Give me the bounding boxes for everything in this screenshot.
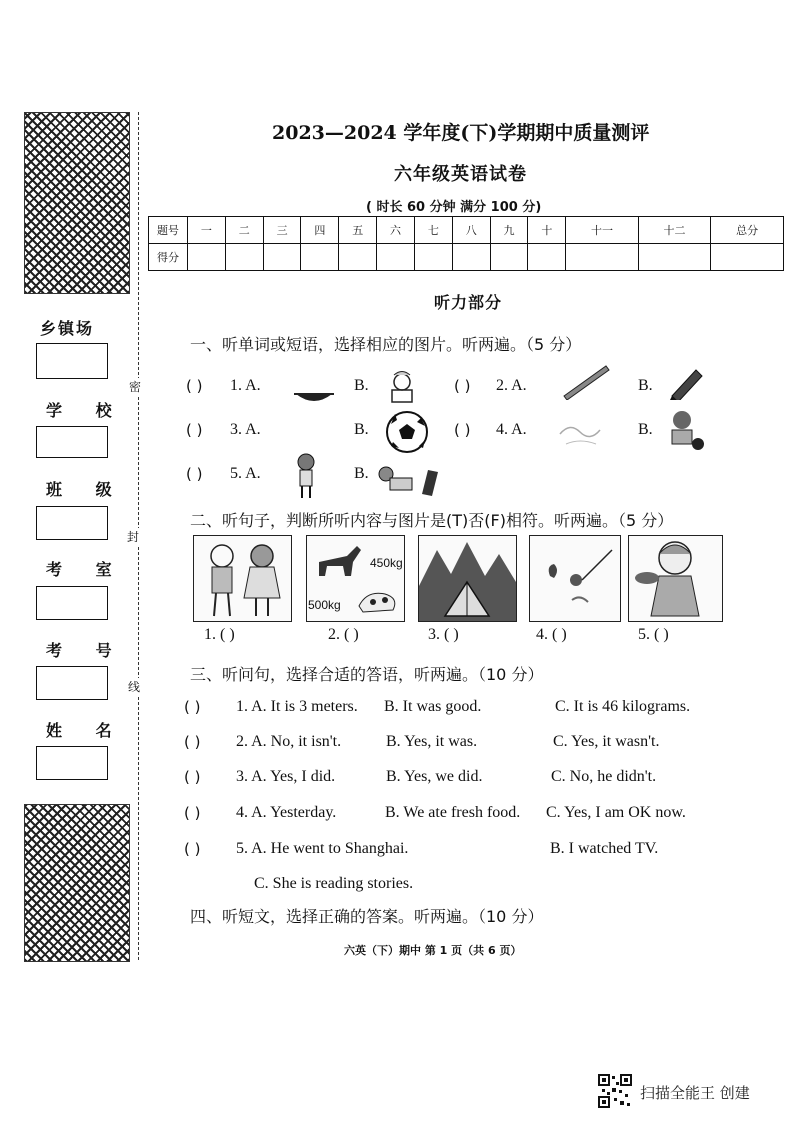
tf-answer-1[interactable]: 1. ( ) (204, 626, 235, 643)
township-field[interactable] (36, 343, 108, 379)
score-cell[interactable] (301, 244, 339, 271)
score-cell[interactable] (377, 244, 415, 271)
page-footer: 六英（下）期中 第 1 页（共 6 页） (344, 944, 522, 957)
question-number: 5. A. (230, 465, 261, 482)
question-number: 3. A. (230, 421, 261, 438)
label-500kg: 500kg (308, 598, 341, 612)
option-a: 5. A. He went to Shanghai. (236, 840, 409, 857)
question-number: 4. A. (496, 421, 527, 438)
tf-answer-2[interactable]: 2. ( ) (328, 626, 359, 643)
listening-heading: 听力部分 (434, 293, 503, 312)
option-c: C. It is 46 kilograms. (555, 698, 691, 715)
score-column-header: 十 (528, 217, 566, 244)
side-label-township: 乡镇场 (40, 319, 95, 338)
class-field[interactable] (36, 506, 108, 540)
score-cell[interactable] (452, 244, 490, 271)
option-c: C. No, he didn't. (551, 768, 657, 785)
answer-paren[interactable]: ( ) (454, 377, 471, 395)
option-a: 1. A. It is 3 meters. (236, 698, 358, 715)
question-number: 1. A. (230, 377, 261, 394)
side-label-school: 学 校 (46, 401, 126, 420)
page-title: 2023—2024 学年度(下)学期期中质量测评 (272, 122, 650, 144)
option-c: C. Yes, it wasn't. (553, 733, 660, 750)
score-table-score-row (149, 244, 784, 271)
score-cell[interactable] (490, 244, 528, 271)
tf-answer-5[interactable]: 5. ( ) (638, 626, 669, 643)
children-playing-picture (662, 408, 708, 454)
decorative-pattern-bottom (24, 804, 130, 962)
answer-paren[interactable]: ( ) (186, 377, 203, 395)
football-picture (385, 410, 429, 454)
option-b-label: B. (638, 377, 653, 394)
option-b: B. It was good. (384, 698, 482, 715)
score-cell[interactable] (638, 244, 711, 271)
option-b: B. I watched TV. (550, 840, 659, 857)
score-cell[interactable] (339, 244, 377, 271)
score-column-header: 七 (414, 217, 452, 244)
score-column-header: 四 (301, 217, 339, 244)
section3-title: 三、听问句，选择合适的答语，听两遍。（10 分） (190, 665, 544, 684)
score-cell[interactable] (263, 244, 301, 271)
option-b: B. Yes, we did. (386, 768, 483, 785)
option-a: 4. A. Yesterday. (236, 804, 337, 821)
qr-code-icon (598, 1074, 632, 1108)
option-a: 2. A. No, it isn't. (236, 733, 342, 750)
score-cell[interactable] (566, 244, 639, 271)
score-table (148, 216, 784, 271)
chef-picture (384, 368, 420, 404)
score-column-header: 十二 (638, 217, 711, 244)
tf-answer-4[interactable]: 4. ( ) (536, 626, 567, 643)
ruler-picture (560, 360, 610, 400)
answer-paren[interactable]: ( ) (184, 804, 201, 822)
answer-paren[interactable]: ( ) (454, 421, 471, 439)
score-column-header: 六 (377, 217, 415, 244)
side-label-exam-number: 考 号 (46, 641, 126, 660)
seal-char-xian: 线 (128, 680, 141, 694)
score-cell[interactable] (188, 244, 226, 271)
exam-room-field[interactable] (36, 586, 108, 620)
score-column-header: 八 (452, 217, 490, 244)
exam-meta: ( 时长 60 分钟 满分 100 分) (366, 200, 542, 215)
score-cell[interactable] (528, 244, 566, 271)
option-c: C. She is reading stories. (254, 875, 414, 892)
option-b: B. Yes, it was. (386, 733, 478, 750)
section4-title: 四、听短文，选择正确的答案。听两遍。（10 分） (190, 907, 544, 926)
option-b: B. We ate fresh food. (385, 804, 521, 821)
name-field[interactable] (36, 746, 108, 780)
picture-fishing (529, 535, 621, 622)
picture-girl-with-food (628, 535, 723, 622)
tf-answer-3[interactable]: 3. ( ) (428, 626, 459, 643)
score-column-header: 五 (339, 217, 377, 244)
option-b-label: B. (354, 377, 369, 394)
section1-title: 一、听单词或短语，选择相应的图片。听两遍。（5 分） (190, 335, 582, 354)
score-column-header: 十一 (566, 217, 639, 244)
score-table-header: 得分 (149, 244, 188, 271)
seal-char-mi: 密 (129, 380, 142, 394)
answer-paren[interactable]: ( ) (186, 421, 203, 439)
exam-number-field[interactable] (36, 666, 108, 700)
picture-two-children (193, 535, 292, 622)
school-field[interactable] (36, 426, 108, 458)
side-label-exam-room: 考 室 (46, 560, 126, 579)
option-c: C. Yes, I am OK now. (546, 804, 686, 821)
score-column-header: 三 (263, 217, 301, 244)
score-column-header: 总分 (711, 217, 784, 244)
seal-char-feng: 封 (127, 530, 140, 544)
side-label-class: 班 级 (46, 480, 126, 499)
score-table-header-row (149, 217, 784, 244)
boy-picture (292, 452, 320, 498)
option-b-label: B. (638, 421, 653, 438)
answer-paren[interactable]: ( ) (186, 465, 203, 483)
pencil-picture (668, 364, 704, 400)
side-label-name: 姓 名 (46, 721, 126, 740)
score-table-header: 题号 (149, 217, 188, 244)
answer-paren[interactable]: ( ) (184, 840, 201, 858)
score-column-header: 一 (188, 217, 226, 244)
score-cell[interactable] (414, 244, 452, 271)
score-column-header: 九 (490, 217, 528, 244)
option-b-label: B. (354, 421, 369, 438)
picture-tent-mountains (418, 535, 517, 622)
score-cell[interactable] (711, 244, 784, 271)
option-a: 3. A. Yes, I did. (236, 768, 336, 785)
answer-paren[interactable]: ( ) (184, 698, 201, 716)
answer-paren[interactable]: ( ) (184, 733, 201, 751)
question-number: 2. A. (496, 377, 527, 394)
label-450kg: 450kg (370, 556, 403, 570)
bowl-picture (294, 390, 334, 410)
option-b-label: B. (354, 465, 369, 482)
page-subtitle: 六年级英语试卷 (394, 164, 527, 185)
sketch-picture (556, 414, 610, 450)
score-column-header: 二 (225, 217, 263, 244)
scanner-watermark: 扫描全能王 创建 (640, 1084, 750, 1102)
answer-paren[interactable]: ( ) (184, 768, 201, 786)
score-cell[interactable] (225, 244, 263, 271)
decorative-pattern-top (24, 112, 130, 294)
section2-title: 二、听句子，判断所听内容与图片是(T)否(F)相符。听两遍。（5 分） (190, 511, 674, 530)
reading-picture (374, 464, 444, 498)
